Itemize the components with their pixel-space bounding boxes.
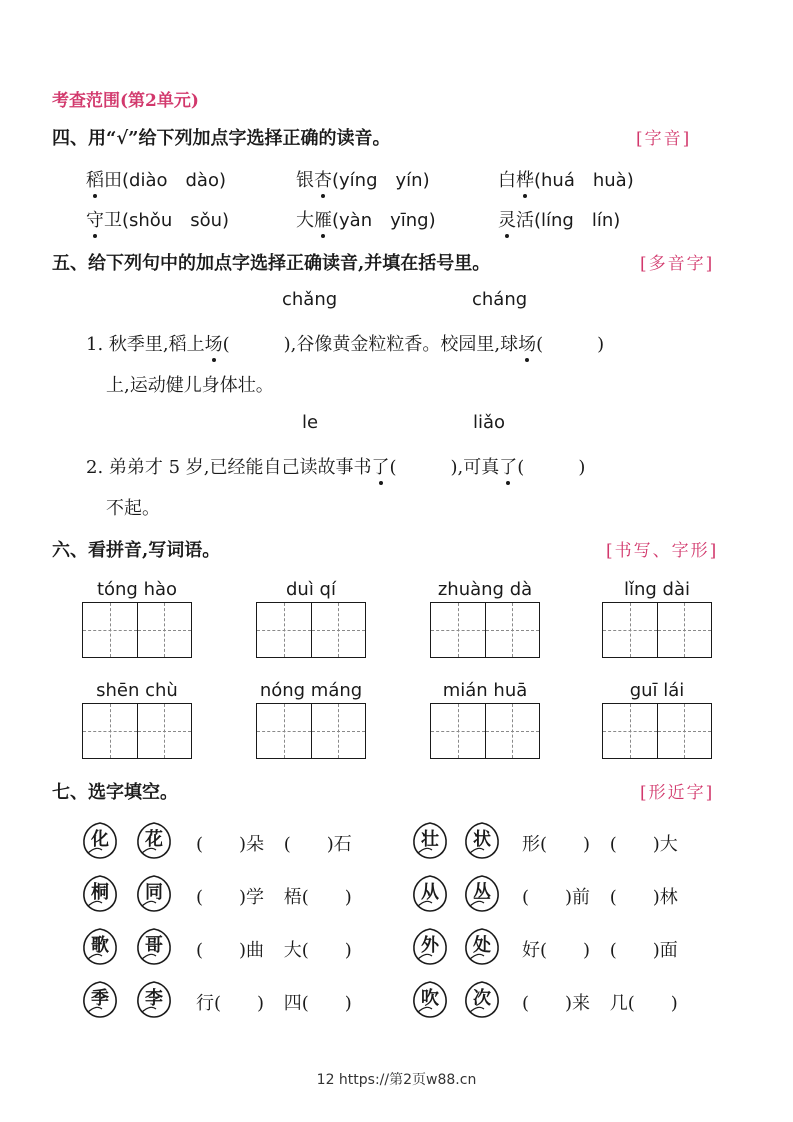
q7-row-4-choice-2 (134, 979, 174, 1019)
q7-choice-char: 外 (421, 935, 439, 956)
q7-choice-char: 化 (91, 829, 109, 850)
q5-s2-pinyin-a: le (302, 412, 319, 433)
q6-title: 六、看拼音,写词语。 (52, 540, 221, 561)
q6-writing-grid-3[interactable] (430, 602, 540, 658)
q6-pinyin-7: mián huā (442, 680, 528, 701)
q7-choice-char: 壮 (421, 829, 439, 850)
q7-choice-char: 从 (421, 882, 439, 903)
q6-pinyin-3: zhuàng dà (437, 579, 533, 600)
scope-label: 考查范围(第2单元) (52, 91, 199, 111)
q7-row-2-left-blanks[interactable]: ( )学 梧( ) (196, 887, 352, 908)
q6-writing-grid-6[interactable] (256, 703, 366, 759)
q7-row-1-choice-1 (80, 820, 120, 860)
q4-item-6: 灵活(líng lín) (498, 206, 620, 232)
q5-s1-line1: 1. 秋季里,稻上场( ),谷像黄金粒粒香。校园里,球场( ) (86, 330, 604, 356)
page-footer: 12 https://第2页w88.cn (316, 1072, 477, 1088)
q7-row-4-left-blanks[interactable]: 行( ) 四( ) (196, 993, 352, 1014)
q7-row-3-choice-1 (80, 926, 120, 966)
q5-s2-line2: 不起。 (106, 498, 160, 519)
q4-item-2: 银杏(yíng yín) (296, 166, 430, 192)
q6-pinyin-6: nóng máng (259, 680, 363, 701)
q7-choice-char: 同 (145, 882, 163, 903)
q4-item-4: 守卫(shǒu sǒu) (86, 206, 229, 232)
q7-title: 七、选字填空。 (52, 782, 178, 803)
q7-row-4-choice-4 (462, 979, 502, 1019)
q6-writing-grid-2[interactable] (256, 602, 366, 658)
q7-row-3-left-blanks[interactable]: ( )曲 大( ) (196, 940, 352, 961)
q4-item-5: 大雁(yàn yīng) (296, 206, 436, 232)
q6-pinyin-8: guī lái (629, 680, 685, 701)
q7-choice-char: 吹 (421, 988, 439, 1009)
q7-choice-char: 桐 (91, 882, 109, 903)
q7-choice-char: 次 (473, 988, 491, 1009)
q5-s1-line2: 上,运动健儿身体壮。 (106, 375, 274, 396)
q4-item-1: 稻田(diào dào) (86, 166, 226, 192)
q7-choice-char: 哥 (145, 935, 163, 956)
q7-tag: [形近字] (640, 783, 715, 803)
q7-row-2-choice-4 (462, 873, 502, 913)
q5-title: 五、给下列句中的加点字选择正确读音,并填在括号里。 (52, 253, 491, 274)
q7-choice-char: 季 (91, 988, 109, 1009)
q7-row-1-choice-2 (134, 820, 174, 860)
q7-row-3-choice-2 (134, 926, 174, 966)
q7-row-3-right-blanks[interactable]: 好( ) ( )面 (522, 940, 678, 961)
q5-s2-pinyin-b: liǎo (473, 412, 506, 433)
q7-choice-char: 李 (145, 988, 163, 1009)
q5-s1-pinyin-a: chǎng (282, 289, 338, 310)
q6-writing-grid-7[interactable] (430, 703, 540, 759)
q4-title: 四、用“√”给下列加点字选择正确的读音。 (52, 128, 391, 149)
q7-row-3-choice-4 (462, 926, 502, 966)
q6-writing-grid-4[interactable] (602, 602, 712, 658)
q7-choice-char: 歌 (91, 935, 109, 956)
q5-s2-line1: 2. 弟弟才 5 岁,已经能自己读故事书了( ),可真了( ) (86, 453, 585, 479)
q7-row-1-choice-3 (410, 820, 450, 860)
q6-pinyin-4: lǐng dài (623, 579, 690, 600)
q6-pinyin-5: shēn chù (96, 680, 178, 701)
q7-row-4-choice-1 (80, 979, 120, 1019)
q7-row-2-choice-1 (80, 873, 120, 913)
q6-pinyin-2: duì qí (286, 579, 336, 600)
q7-row-2-choice-3 (410, 873, 450, 913)
q7-choice-char: 丛 (473, 882, 491, 903)
q4-item-3: 白桦(huá huà) (498, 166, 634, 192)
q7-row-4-choice-3 (410, 979, 450, 1019)
q7-row-1-right-blanks[interactable]: 形( ) ( )大 (522, 834, 678, 855)
q7-row-2-right-blanks[interactable]: ( )前 ( )林 (522, 887, 678, 908)
q6-writing-grid-1[interactable] (82, 602, 192, 658)
q6-tag: [书写、字形] (606, 541, 719, 561)
q7-choice-char: 状 (473, 829, 491, 850)
q4-tag: [字音] (636, 129, 692, 149)
q7-row-3-choice-3 (410, 926, 450, 966)
q7-row-2-choice-2 (134, 873, 174, 913)
q6-writing-grid-5[interactable] (82, 703, 192, 759)
q5-s1-pinyin-b: cháng (472, 289, 528, 310)
q6-writing-grid-8[interactable] (602, 703, 712, 759)
q7-row-1-choice-4 (462, 820, 502, 860)
q7-choice-char: 处 (473, 935, 491, 956)
q5-tag: [多音字] (640, 254, 715, 274)
q7-row-4-right-blanks[interactable]: ( )来 几( ) (522, 993, 678, 1014)
q7-row-1-left-blanks[interactable]: ( )朵 ( )石 (196, 834, 352, 855)
q6-pinyin-1: tóng hào (96, 579, 178, 600)
q7-choice-char: 花 (145, 829, 163, 850)
